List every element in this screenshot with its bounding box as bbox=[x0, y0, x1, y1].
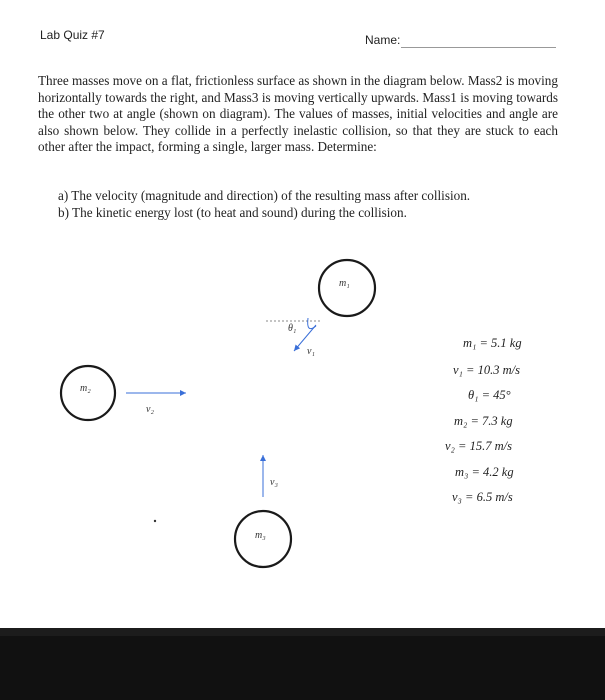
collision-diagram bbox=[0, 240, 605, 630]
v2-label: v₂ bbox=[146, 404, 154, 415]
name-label: Name: bbox=[365, 33, 401, 47]
task-b: b) The kinetic energy lost (to heat and sound) during the collision. bbox=[58, 205, 407, 220]
v3-label: v₃ bbox=[270, 477, 278, 488]
problem-statement: Three masses move on a flat, frictionless surface as shown in the diagram below. Mass2 is moving horizontally towards the right, and Mass3 is moving vertically upwards. Mass1 is moving towards the other two at angle (shown on diagram). The values of masses, initial velocities and angle are also shown below. They collide in a perfectly inelastic collision, so that they are stuck to each other after the impact, forming a single, larger mass. Determine: bbox=[38, 73, 558, 155]
mass1-label: m₁ bbox=[339, 278, 350, 289]
quiz-title: Lab Quiz #7 bbox=[40, 28, 105, 42]
mass2-label: m₂ bbox=[80, 383, 91, 394]
task-a: a) The velocity (magnitude and direction) of the resulting mass after collision. bbox=[58, 188, 471, 203]
value-m1: m₁ = 5.1 kg bbox=[463, 336, 522, 350]
v1-label: v₁ bbox=[307, 346, 315, 357]
value-v3: v₃ = 6.5 m/s bbox=[452, 490, 513, 504]
value-m3: m₃ = 4.2 kg bbox=[455, 465, 514, 479]
theta1-label: θ₁ bbox=[288, 323, 297, 334]
stray-dot bbox=[154, 520, 156, 522]
bottom-bar-stripe bbox=[0, 628, 605, 636]
mass3-label: m₃ bbox=[255, 530, 266, 541]
bottom-bar bbox=[0, 628, 605, 700]
name-line bbox=[401, 47, 556, 48]
task-list bbox=[58, 187, 538, 221]
value-m2: m₂ = 7.3 kg bbox=[454, 414, 513, 428]
value-theta1: θ₁ = 45° bbox=[468, 388, 511, 402]
theta1-arc bbox=[308, 318, 316, 329]
value-v1: v₁ = 10.3 m/s bbox=[453, 363, 520, 377]
value-v2: v₂ = 15.7 m/s bbox=[445, 439, 512, 453]
